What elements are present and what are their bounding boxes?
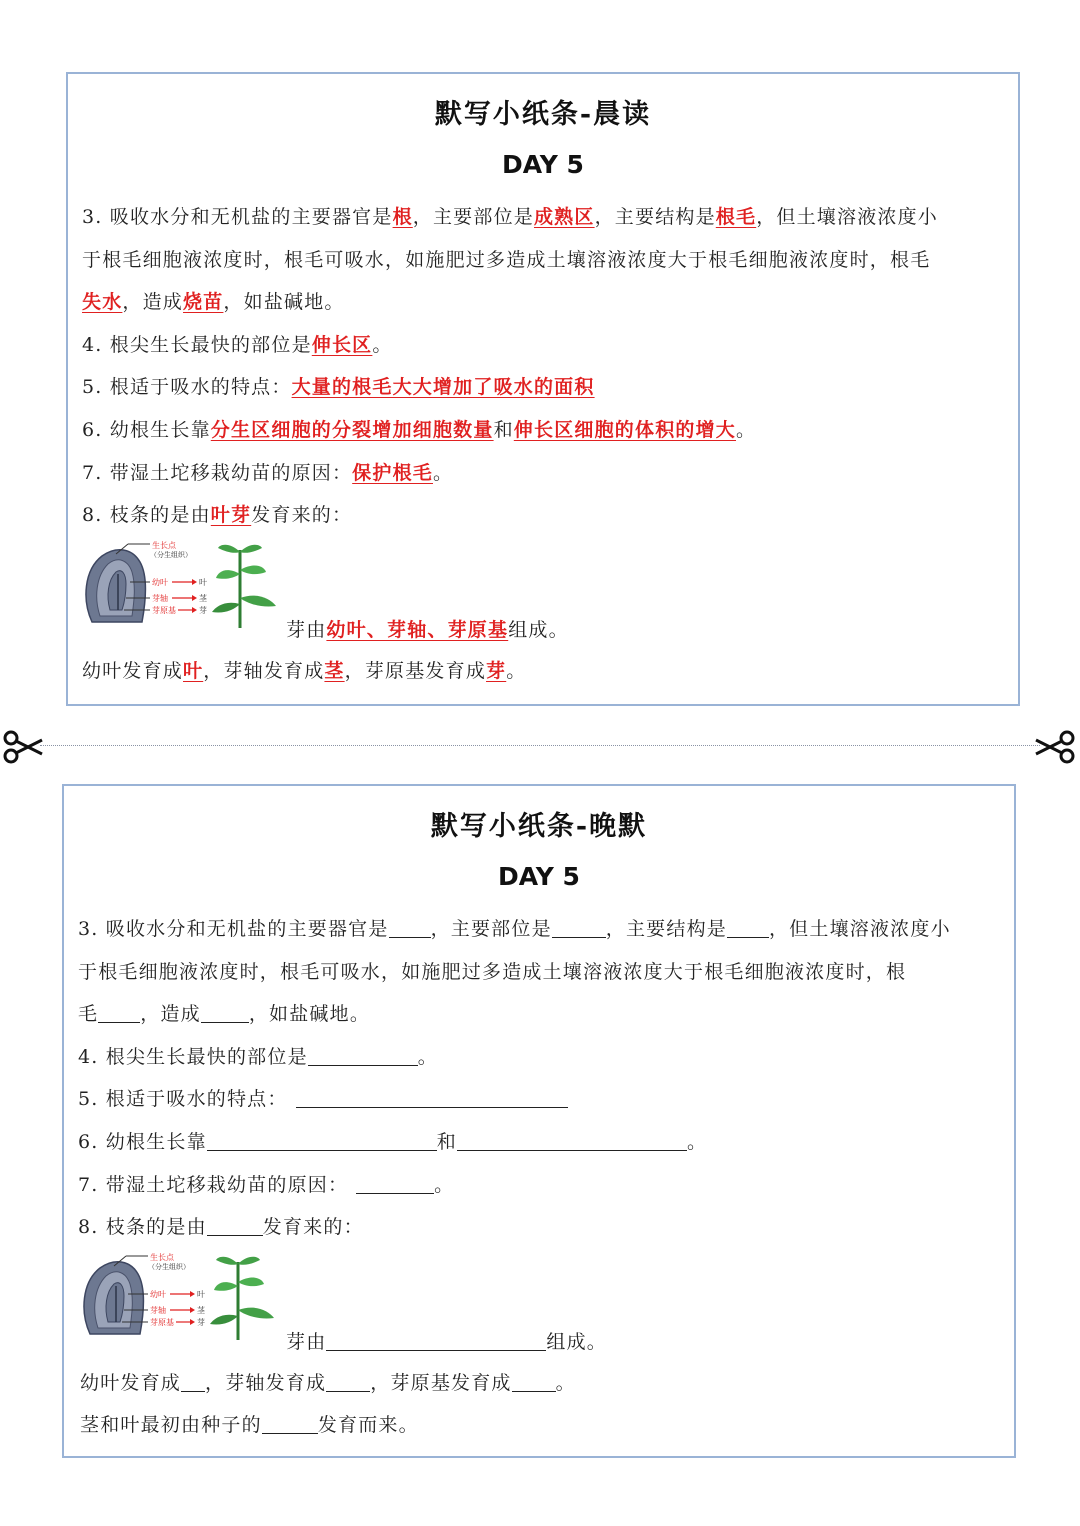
answer: 失水 [82, 291, 123, 313]
morning-q4: 4. 根尖生长最快的部位是伸长区。 [82, 334, 393, 356]
label-meristem: （分生组织） [148, 1263, 190, 1271]
blank-field[interactable] [457, 1132, 687, 1151]
evening-title: 默写小纸条-晚默 [430, 811, 648, 842]
answer: 保护根毛 [352, 462, 433, 484]
answer: 成熟区 [533, 206, 595, 228]
blank-field[interactable] [181, 1373, 205, 1392]
answer: 分生区细胞的分裂增加细胞数量 [210, 419, 494, 441]
answer: 叶 [183, 660, 204, 682]
label-bud-axis: 芽轴 [152, 594, 168, 603]
label-meristem: （分生组织） [150, 551, 192, 559]
blank-field[interactable] [326, 1332, 546, 1351]
blank-field[interactable] [98, 1004, 140, 1023]
bud-diagram [80, 540, 285, 632]
scissors-icon [1034, 726, 1076, 768]
evening-q6: 6. 幼根生长靠 和 。 [78, 1131, 708, 1153]
blank-field[interactable] [389, 919, 431, 938]
bud-diagram [78, 1252, 283, 1344]
evening-q3-line1: 3. 吸收水分和无机盐的主要器官是 ，主要部位是 ，主要结构是 ，但土壤溶液浓度小 [78, 918, 951, 940]
label-leaf: 叶 [197, 1290, 205, 1299]
label-bud: 芽 [197, 1318, 205, 1327]
blank-field[interactable] [512, 1373, 556, 1392]
evening-q7: 7. 带湿土坨移栽幼苗的原因： 。 [78, 1174, 455, 1196]
cut-line [40, 745, 1040, 746]
label-young-leaf: 幼叶 [152, 578, 168, 587]
evening-q3-line3: 毛 ，造成 ，如盐碱地。 [78, 1003, 371, 1025]
answer: 茎 [324, 660, 345, 682]
blank-field[interactable] [356, 1175, 434, 1194]
answer: 幼叶、芽轴、芽原基 [326, 619, 509, 641]
morning-q7: 7. 带湿土坨移栽幼苗的原因：保护根毛。 [82, 462, 454, 484]
label-bud-axis: 芽轴 [150, 1306, 166, 1315]
label-bud-primordium: 芽原基 [152, 606, 176, 615]
blank-field[interactable] [201, 1004, 249, 1023]
answer: 根 [392, 206, 413, 228]
label-stem: 茎 [199, 594, 207, 603]
answer: 叶芽 [210, 504, 252, 526]
blank-field[interactable] [326, 1373, 370, 1392]
evening-development: 幼叶发育成 ，芽轴发育成 ，芽原基发育成 。 [80, 1372, 576, 1394]
label-young-leaf: 幼叶 [150, 1290, 166, 1299]
morning-title: 默写小纸条-晨读 [434, 99, 652, 130]
evening-bud-composition: 芽由 组成。 [286, 1331, 608, 1353]
morning-q3-line3: 失水，造成烧苗，如盐碱地。 [82, 291, 345, 313]
blank-field[interactable] [207, 1217, 263, 1236]
evening-day: DAY 5 [498, 862, 580, 891]
morning-card [66, 72, 1020, 706]
answer: 芽 [486, 660, 507, 682]
morning-bud-composition: 芽由幼叶、芽轴、芽原基组成。 [286, 619, 569, 641]
answer: 大量的根毛大大增加了吸水的面积 [291, 376, 595, 398]
label-bud-primordium: 芽原基 [150, 1318, 174, 1327]
evening-q5: 5. 根适于吸水的特点： [78, 1084, 568, 1111]
blank-field[interactable] [296, 1089, 568, 1108]
evening-q3-line2: 于根毛细胞液浓度时，根毛可吸水，如施肥过多造成土壤溶液浓度大于根毛细胞液浓度时，根 [78, 961, 907, 983]
evening-q9: 茎和叶最初由种子的 发育而来。 [80, 1414, 419, 1436]
morning-q3-line1: 3. 吸收水分和无机盐的主要器官是根，主要部位是成熟区，主要结构是根毛，但土壤溶液浓度小 [82, 206, 939, 228]
label-growth-point: 生长点 [152, 541, 176, 550]
scissors-icon [2, 726, 44, 768]
blank-field[interactable] [207, 1132, 437, 1151]
blank-field[interactable] [308, 1047, 418, 1066]
evening-q4: 4. 根尖生长最快的部位是 。 [78, 1046, 438, 1068]
evening-q8: 8. 枝条的是由 发育来的： [78, 1216, 364, 1238]
answer: 伸长区 [311, 334, 373, 356]
evening-card [62, 784, 1016, 1458]
blank-field[interactable] [727, 919, 769, 938]
label-growth-point: 生长点 [150, 1253, 174, 1262]
blank-field[interactable] [552, 919, 606, 938]
morning-development: 幼叶发育成叶，芽轴发育成茎，芽原基发育成芽。 [82, 660, 527, 682]
morning-q3-line2: 于根毛细胞液浓度时，根毛可吸水，如施肥过多造成土壤溶液浓度大于根毛细胞液浓度时，根毛 [82, 249, 931, 271]
blank-field[interactable] [262, 1415, 318, 1434]
answer: 伸长区细胞的体积的增大 [513, 419, 736, 441]
answer: 烧苗 [183, 291, 224, 313]
morning-q6: 6. 幼根生长靠分生区细胞的分裂增加细胞数量和伸长区细胞的体积的增大。 [82, 419, 757, 441]
morning-q8: 8. 枝条的是由叶芽发育来的： [82, 504, 353, 526]
label-bud: 芽 [199, 606, 207, 615]
label-leaf: 叶 [199, 578, 207, 587]
answer: 根毛 [715, 206, 757, 228]
label-stem: 茎 [197, 1306, 205, 1315]
morning-q5: 5. 根适于吸水的特点：大量的根毛大大增加了吸水的面积 [82, 376, 595, 398]
morning-day: DAY 5 [502, 150, 584, 179]
